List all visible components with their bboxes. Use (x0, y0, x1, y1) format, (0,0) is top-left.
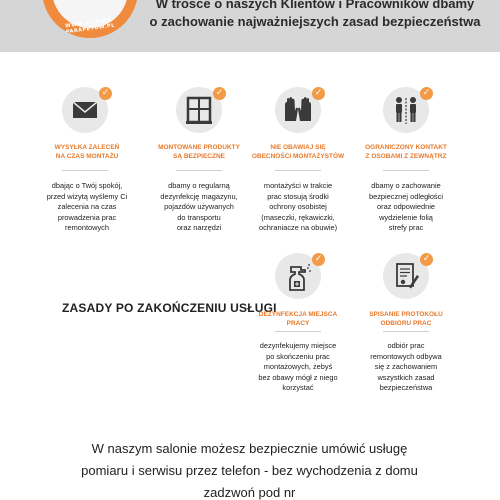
check-icon: ✓ (213, 87, 226, 100)
bottom-text-line3: zadzwoń pod nr (203, 485, 296, 500)
divider (275, 331, 321, 332)
check-icon: ✓ (312, 87, 325, 100)
item-label: SPISANIE PROTOKOŁU ODBIORU PRAC (369, 311, 443, 327)
divider (383, 170, 429, 171)
divider (62, 170, 108, 171)
bottom-text-line1: W naszym salonie możesz bezpiecznie umówić usługę (91, 441, 408, 456)
item-description: odbiór prac remontowych odbywa się z zachowaniem wszystkich zasad bezpieczeństwa (370, 341, 442, 392)
divider (176, 170, 222, 171)
item-label: DEZYNFEKCJA MIEJSCA PRACY (258, 311, 338, 327)
item-label: OGRANICZONY KONTAKT Z OSOBAMI Z ZEWNĄTRZ (365, 144, 447, 160)
item-label: MONTOWANE PRODUKTY SĄ BEZPIECZNE (158, 144, 240, 160)
item-label: NIE OBAWIAJ SIĘ OBECNOŚCI MONTAŻYSTÓW (251, 144, 345, 160)
divider (383, 331, 429, 332)
company-logo (42, 0, 138, 38)
check-icon: ✓ (99, 87, 112, 100)
section-title-after-service: ZASADY PO ZAKOŃCZENIU USŁUGI (62, 301, 277, 315)
item-description: montażyści w trakcie prac stosują środki ochrony osobistej (maseczki, rękawiczki, ochraniacze na obuwie) (258, 181, 338, 232)
check-icon: ✓ (420, 87, 433, 100)
check-icon: ✓ (420, 253, 433, 266)
header-banner (0, 0, 500, 52)
item-description: dbając o Twój spokój, przed wizytą wyślemy Ci zalecenia na czas prowadzenia prac remontowych (46, 181, 128, 232)
divider (275, 170, 321, 171)
logo-text: WWW.KLINIKA-PARAPETOW.PL (64, 16, 116, 36)
header-title-line2: o zachowanie najważniejszych zasad bezpieczeństwa (149, 14, 481, 29)
item-label: WYSYŁKA ZALECEŃ NA CZAS MONTAŻU (54, 144, 120, 160)
item-description: dezynfekujemy miejsce po skończeniu prac montażowych, żebyś bez obawy mógł z niego korzystać (258, 341, 338, 392)
check-icon: ✓ (312, 253, 325, 266)
item-description: dbamy o regularną dezynfekcję magazynu, pojazdów używanych do transportu oraz narzędzi (160, 181, 238, 232)
item-description: dbamy o zachowanie bezpiecznej odległości oraz odpowiednie wydzielenie folią strefy prac (369, 181, 443, 232)
bottom-text-line2: pomiaru i serwisu przez telefon - bez wychodzenia z domu (81, 463, 418, 478)
header-title-line1: W trosce o naszych Klientów i Pracowników dbamy (155, 0, 475, 11)
